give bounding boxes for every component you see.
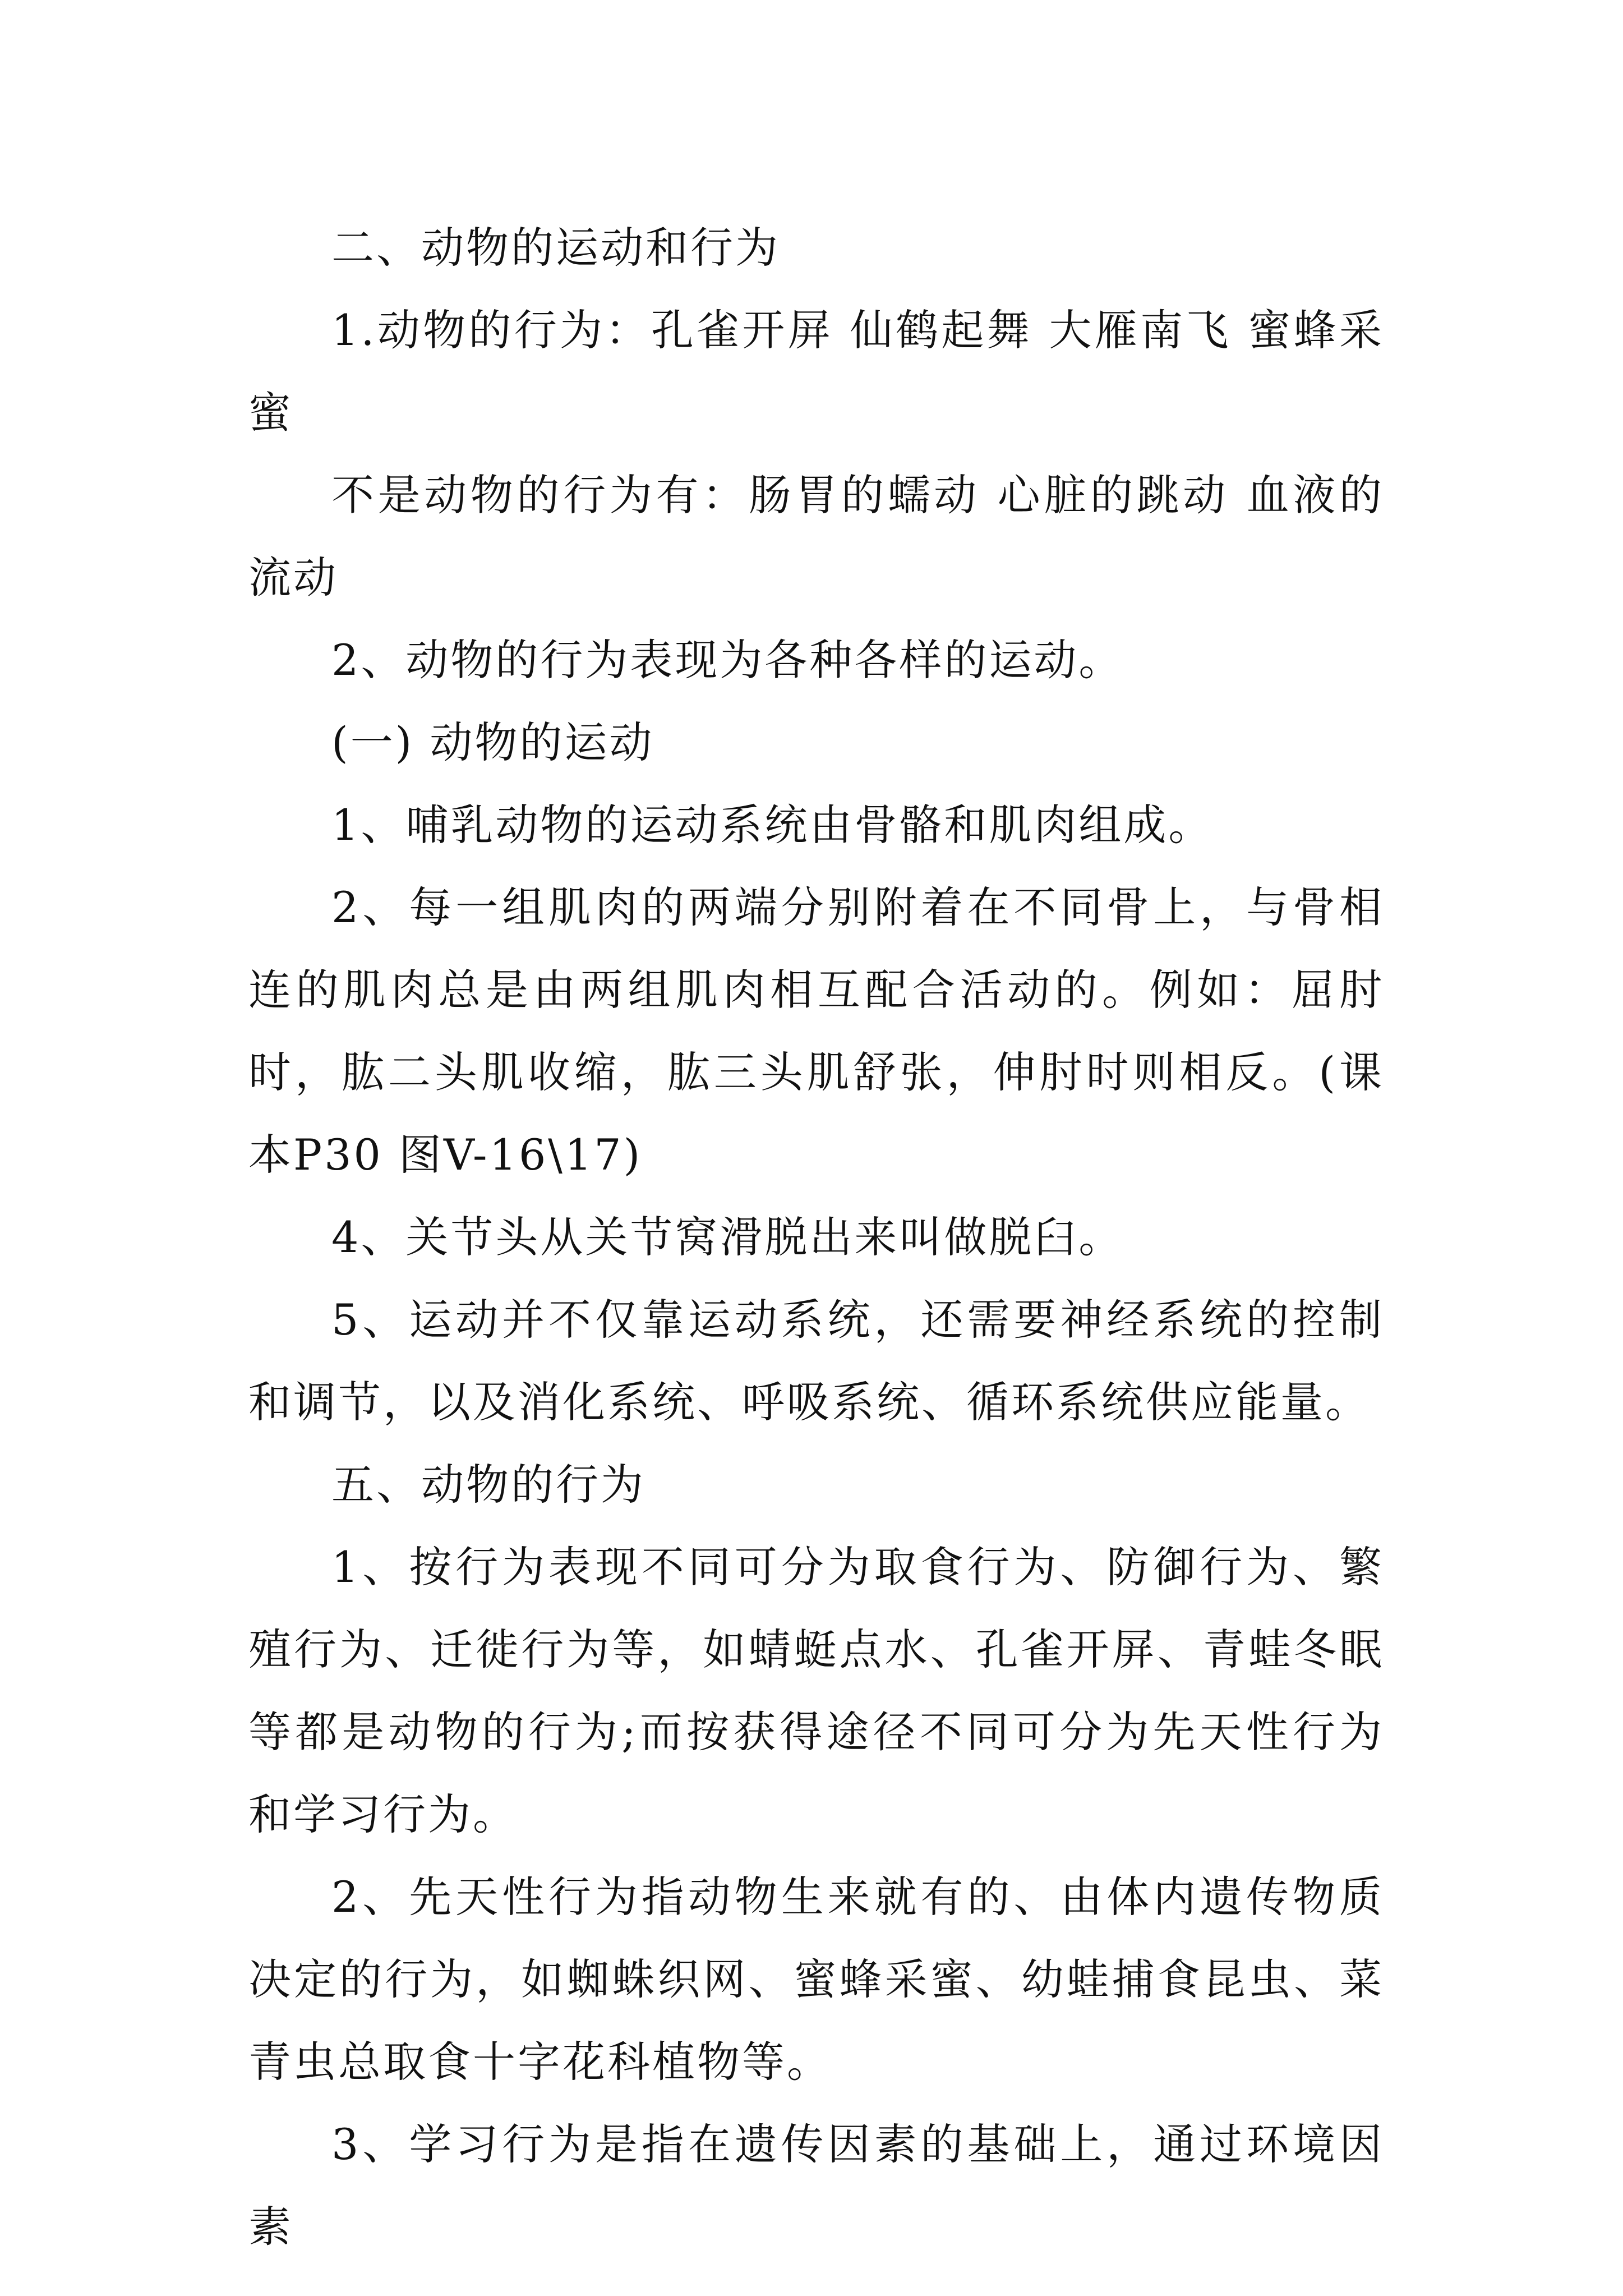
section-heading-movement-behavior: 二、动物的运动和行为 (331, 223, 780, 273)
document-body (248, 206, 1384, 2268)
paragraph-system-coordination: 5、运动并不仅靠运动系统，还需要神经系统的控制和调节，以及消化系统、呼吸系统、循环系统供应能量。 (248, 1295, 1384, 1427)
subsection-heading-animal-movement: (一) 动物的运动 (331, 717, 654, 767)
paragraph-innate-behavior: 2、先天性行为指动物生来就有的、由体内遗传物质决定的行为，如蜘蛛织网、蜜蜂采蜜、幼蛙捕食昆虫、菜青虫总取食十字花科植物等。 (248, 1872, 1384, 2087)
section-heading-animal-behavior: 五、动物的行为 (331, 1460, 645, 1510)
paragraph-muscle-groups: 2、每一组肌肉的两端分别附着在不同骨上，与骨相连的肌肉总是由两组肌肉相互配合活动的。例如：屈肘时，肱二头肌收缩，肱三头肌舒张，伸肘时则相反。(课本P30 图V-16\17) (248, 882, 1384, 1180)
paragraph-behavior-classification: 1、按行为表现不同可分为取食行为、防御行为、繁殖行为、迁徙行为等，如蜻蜓点水、孔雀开屏、青蛙冬眠等都是动物的行为;而按获得途径不同可分为先天性行为和学习行为。 (248, 1542, 1384, 1839)
paragraph-motor-system: 1、哺乳动物的运动系统由骨骼和肌肉组成。 (331, 800, 1214, 850)
paragraph-non-behavior-examples: 不是动物的行为有：肠胃的蠕动 心脏的跳动 血液的流动 (248, 470, 1384, 602)
paragraph-learned-behavior: 3、学习行为是指在遗传因素的基础上，通过环境因素 (248, 2119, 1384, 2252)
paragraph-dislocation: 4、关节头从关节窝滑脱出来叫做脱臼。 (331, 1212, 1124, 1262)
paragraph-behavior-as-movement: 2、动物的行为表现为各种各样的运动。 (331, 635, 1124, 685)
paragraph-animal-behavior-examples: 1.动物的行为：孔雀开屏 仙鹤起舞 大雁南飞 蜜蜂采蜜 (248, 305, 1384, 438)
